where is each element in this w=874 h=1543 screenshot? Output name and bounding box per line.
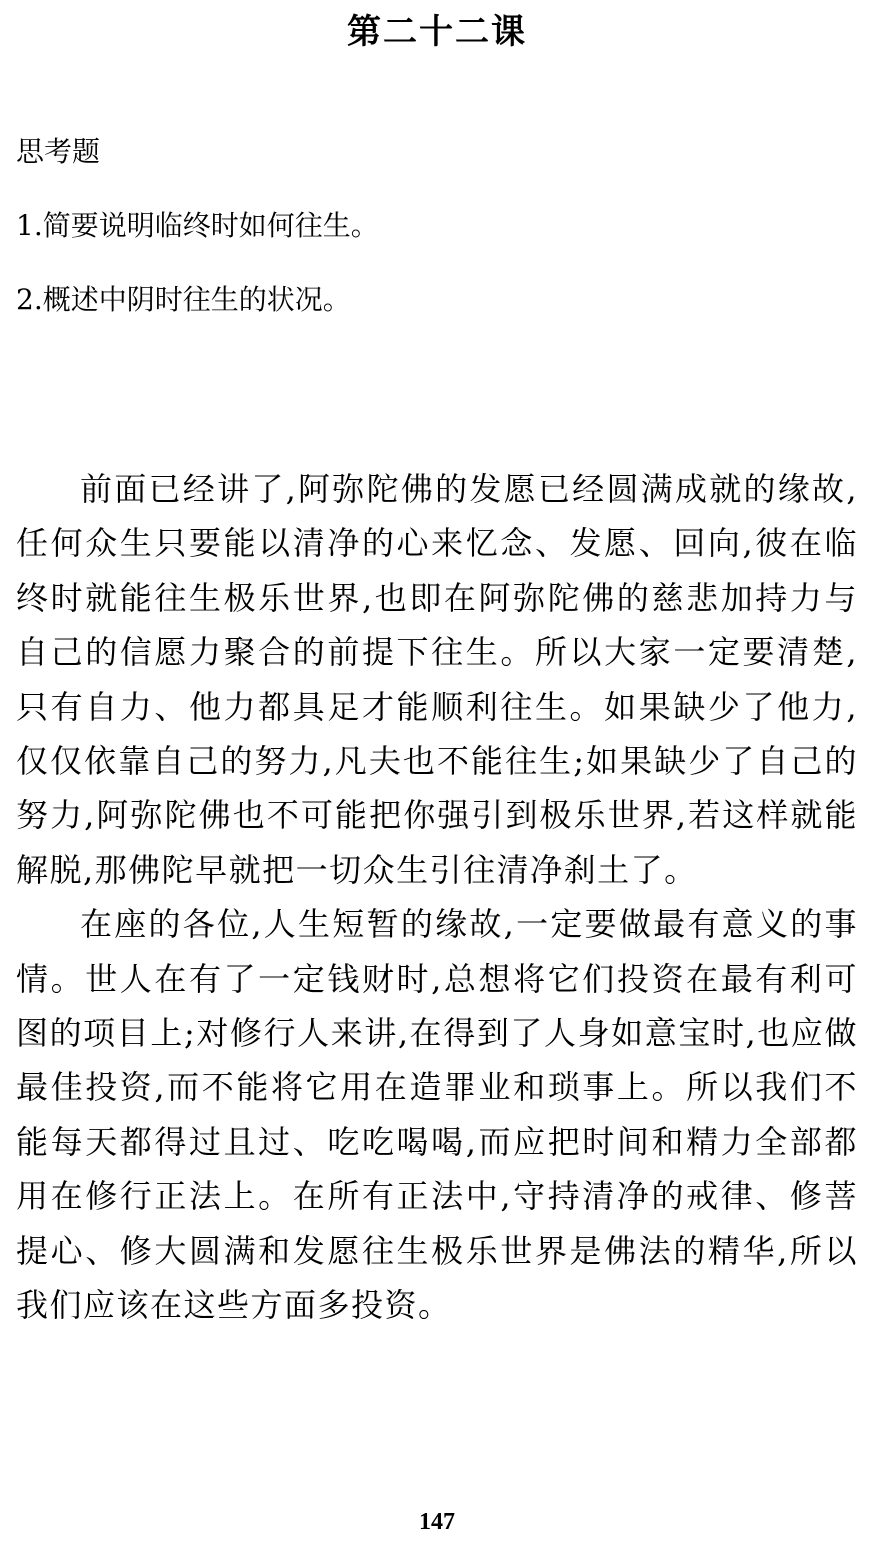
body-paragraph: 前面已经讲了,阿弥陀佛的发愿已经圆满成就的缘故,任何众生只要能以清净的心来忆念、发愿、回向,彼在临终时就能往生极乐世界,也即在阿弥陀佛的慈悲加持力与自己的信愿力聚合的前提下往生。所以大家一定要清楚,只有自力、他力都具足才能顺利往生。如果缺少了他力,仅仅依靠自己的努力,凡夫也不能往生;如果缺少了自己的努力,阿弥陀佛也不可能把你强引到极乐世界,若这样就能解脱,那佛陀早就把一切众生引往清净刹土了。	[16, 470, 858, 889]
page-title: 第二十二课	[347, 12, 527, 52]
questions-heading: 思考题	[16, 135, 101, 168]
question-item: 2.概述中阴时往生的状况。	[16, 283, 351, 316]
page-number: 147	[419, 1509, 455, 1535]
body-paragraph: 在座的各位,人生短暂的缘故,一定要做最有意义的事情。世人在有了一定钱财时,总想将它们投资在最有利可图的项目上;对修行人来讲,在得到了人身如意宝时,也应做最佳投资,而不能将它用在造罪业和琐事上。所以我们不能每天都得过且过、吃吃喝喝,而应把时间和精力全部都用在修行正法上。在所有正法中,守持清净的戒律、修菩提心、修大圆满和发愿往生极乐世界是佛法的精华,所以我们应该在这些方面多投资。	[16, 905, 858, 1325]
lesson-body	[16, 462, 858, 1333]
review-questions	[16, 134, 856, 356]
question-item: 1.简要说明临终时如何往生。	[16, 209, 379, 242]
